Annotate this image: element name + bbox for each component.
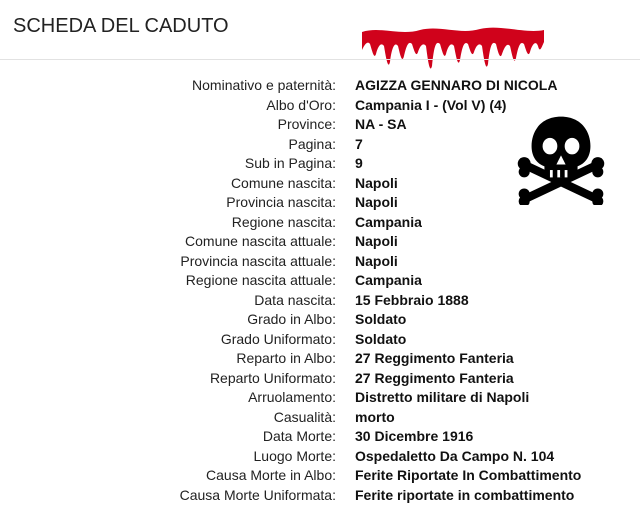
field-row xyxy=(0,330,640,350)
field-label: Arruolamento: xyxy=(248,389,336,405)
field-label: Regione nascita: xyxy=(231,213,336,230)
header-divider xyxy=(0,59,640,60)
field-value: Ferite Riportate In Combattimento xyxy=(355,467,582,483)
field-value: morto xyxy=(355,408,395,425)
field-label: Nominativo e paternità: xyxy=(192,77,336,93)
field-row xyxy=(0,271,640,291)
field-value: Soldato xyxy=(355,311,407,327)
field-label: Province: xyxy=(277,116,336,132)
field-label: Reparto Uniformato: xyxy=(209,369,336,386)
field-value: 30 Dicembre 1916 xyxy=(355,428,474,444)
field-row xyxy=(0,349,640,369)
field-value: Ospedaletto Da Campo N. 104 xyxy=(355,447,555,464)
field-value: Campania xyxy=(355,272,422,288)
record-fields xyxy=(0,76,640,505)
field-row xyxy=(0,193,640,213)
field-value: Napoli xyxy=(355,194,398,210)
field-row xyxy=(0,252,640,272)
field-label: Causa Morte Uniformata: xyxy=(179,486,336,503)
field-row xyxy=(0,213,640,233)
field-label: Grado in Albo: xyxy=(247,311,336,327)
field-row xyxy=(0,76,640,96)
field-label: Pagina: xyxy=(288,135,336,152)
field-row xyxy=(0,427,640,447)
field-value: 27 Reggimento Fanteria xyxy=(355,350,514,366)
field-value: AGIZZA GENNARO DI NICOLA xyxy=(355,77,558,93)
field-label: Luogo Morte: xyxy=(253,447,336,464)
field-row xyxy=(0,408,640,428)
field-row xyxy=(0,466,640,486)
field-row xyxy=(0,447,640,467)
field-value: 15 Febbraio 1888 xyxy=(355,291,469,308)
field-row xyxy=(0,388,640,408)
field-value: Napoli xyxy=(355,233,398,249)
field-value: 27 Reggimento Fanteria xyxy=(355,369,514,386)
field-label: Comune nascita: xyxy=(230,174,336,191)
field-label: Data Morte: xyxy=(262,428,336,444)
field-value: Soldato xyxy=(355,330,407,347)
field-row xyxy=(0,486,640,506)
field-value: Campania I - (Vol V) (4) xyxy=(355,96,507,113)
field-value: 9 xyxy=(355,155,363,171)
field-label: Causa Morte in Albo: xyxy=(206,467,336,483)
field-label: Casualità: xyxy=(273,408,336,425)
field-row xyxy=(0,115,640,135)
field-label: Albo d'Oro: xyxy=(266,96,336,113)
field-label: Data nascita: xyxy=(254,291,336,308)
field-value: NA - SA xyxy=(355,116,407,132)
field-value: Ferite riportate in combattimento xyxy=(355,486,575,503)
field-label: Reparto in Albo: xyxy=(236,350,336,366)
field-value: Napoli xyxy=(355,252,398,269)
field-value: Napoli xyxy=(355,174,398,191)
field-label: Sub in Pagina: xyxy=(244,155,336,171)
field-row xyxy=(0,174,640,194)
field-row xyxy=(0,96,640,116)
field-row xyxy=(0,232,640,252)
field-value: Campania xyxy=(355,213,422,230)
field-label: Provincia nascita attuale: xyxy=(180,252,336,269)
page-title: SCHEDA DEL CADUTO xyxy=(13,15,229,37)
field-label: Comune nascita attuale: xyxy=(185,233,336,249)
field-label: Provincia nascita: xyxy=(226,194,336,210)
field-label: Regione nascita attuale: xyxy=(185,272,336,288)
field-row xyxy=(0,135,640,155)
field-row xyxy=(0,154,640,174)
field-value: Distretto militare di Napoli xyxy=(355,389,530,405)
field-row xyxy=(0,310,640,330)
field-value: 7 xyxy=(355,135,363,152)
blood-drip-icon xyxy=(360,24,546,74)
field-row xyxy=(0,291,640,311)
field-label: Grado Uniformato: xyxy=(220,330,336,347)
field-row xyxy=(0,369,640,389)
